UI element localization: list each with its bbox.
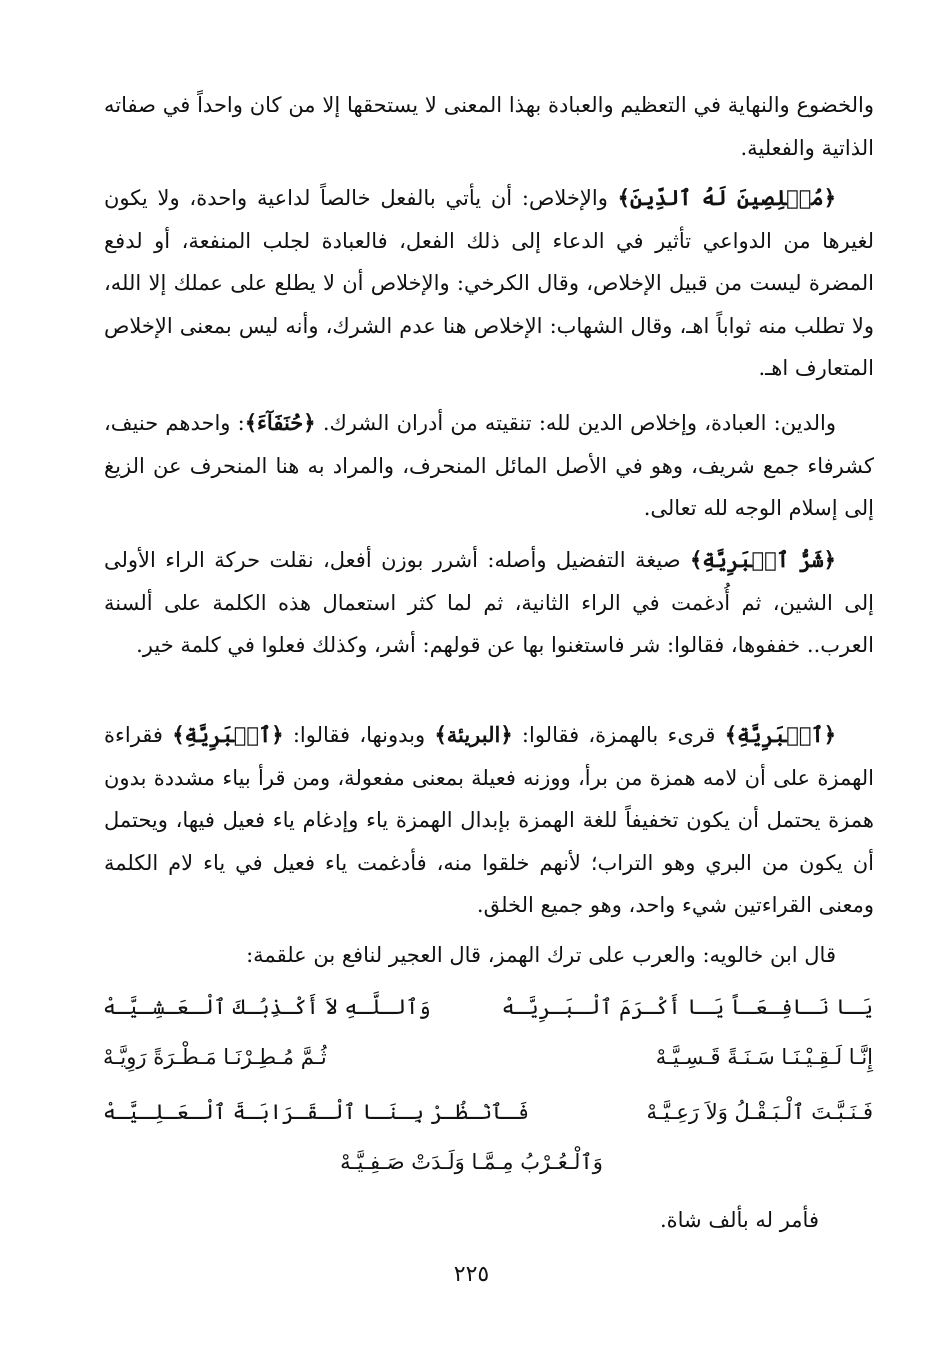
paragraph-4-text: صيغة التفضيل وأصله: أشرر بوزن أفعل، نقلت حركة الراء الأولى إلى الشين، ثم أُدغمت في الراء الثانية، ثم لما كثر استعمال هذه الكلمة على ألسنة العرب.. خففوها، فقالوا: شر فاستغنوا بها عن قولهم: أشر، وكذلك فعلوا في كلمة خير. — [104, 548, 874, 657]
poem-verse-2-second-hemistich: ثُـمَّ مُـطِـرْنَـا مَـطْـرَةً رَوِيَّـهْ — [103, 1045, 327, 1069]
quran-quote-sharr-albariyya: ﴿شَرُّ ٱلۡبَرِيَّةِ﴾ — [689, 547, 836, 572]
poem-verse-3-second-hemistich: فَـٱنْـظُـرْ بِـنَـا ٱلْـقَـرَابَـةَ ٱلْـعَـلِـيَّـهْ — [103, 1100, 530, 1124]
closing-line: فأمر له بألف شاة. — [659, 1208, 819, 1232]
quran-quote-mukhlisin: ﴿مُخۡلِصِينَ لَهُ ٱلدِّينَ﴾ — [617, 185, 837, 210]
paragraph-5-mid-2: وبدونها، فقالوا: — [283, 723, 435, 747]
poem-verse-4-text: وَٱلْـعُـرْبُ مِـمَّـا وَلَـدَتْ صَـفِـيَّـهْ — [340, 1150, 603, 1174]
paragraph-5-text: فقراءة الهمزة على أن لامه همزة من برأ، ووزنه فعيلة بمعنى مفعولة، ومن قرأ بياء مشددة بدون همزة يحتمل أن يكون تخفيفاً للغة الهمزة بإبدال الهمزة ياء وإدغام ياء فعيل فيها، ويحتمل أن يكون من البري وهو التراب؛ لأنهم خلقوا منه، فأدغمت ياء فعيل في ياء لام الكلمة ومعنى القراءتين شيء واحد، وهو جميع الخلق. — [104, 723, 874, 917]
poem-verse-3-first-hemistich: فَـنَـبَّـتَ ٱلْـبَـقْـلُ وَلاَ رَعِـيَّـهْ — [646, 1100, 873, 1124]
paragraph-2 — [104, 177, 874, 390]
quran-quote-hunafa: ﴿حُنَفَآءَ﴾ — [244, 410, 316, 435]
poem-verse-1-first-hemistich: يَـا نَـافِـعَـاً يَـا أَكْـرَمَ ٱلْـبَـرِيَّـهْ — [501, 995, 873, 1019]
quran-quote-albariyya-2: ﴿ٱلۡبَرِيَّةِ﴾ — [172, 722, 284, 747]
paragraph-3 — [104, 402, 874, 530]
paragraph-4 — [104, 539, 874, 667]
paragraph-2-text: والإخلاص: أن يأتي بالفعل خالصاً لداعية واحدة، ولا يكون لغيرها من الدواعي تأثير في الدعاء إلى ذلك الفعل، فالعبادة لجلب المنفعة، أو لدفع المضرة ليست من قبيل الإخلاص، وقال الكرخي: والإخلاص أن لا يطلع على عملك إلا الله، ولا تطلب منه ثواباً اهـ، وقال الشهاب: الإخلاص هنا عدم الشرك، وأنه ليس بمعنى الإخلاص المتعارف اهـ. — [104, 186, 874, 380]
page-number: ٢٢٥ — [453, 1262, 490, 1287]
paragraph-1-text: والخضوع والنهاية في التعظيم والعبادة بهذا المعنى لا يستحقها إلا من كان واحداً في صفاته الذاتية والفعلية. — [104, 93, 874, 160]
poem-verse-1-second-hemistich: وَٱلـلَّـهِ لاَ أَكْـذِبُـكَ ٱلْـعَـشِـيَّـهْ — [103, 995, 431, 1019]
paragraph-6-text: قال ابن خالويه: والعرب على ترك الهمز، قال العجير لنافع بن علقمة: — [246, 943, 836, 967]
paragraph-6 — [104, 934, 874, 977]
quran-quote-albariah: ﴿البريئة﴾ — [434, 722, 513, 747]
paragraph-3-text: : واحدهم حنيف، كشرفاء جمع شريف، وهو في الأصل المائل المنحرف، والمراد به هنا المنحرف عن الزيغ إلى إسلام الوجه لله تعالى. — [104, 411, 874, 520]
paragraph-5-mid-1: قرىء بالهمزة، فقالوا: — [512, 723, 725, 747]
paragraph-3-start: والدين: العبادة، وإخلاص الدين لله: تنقيته من أدران الشرك. — [315, 411, 836, 435]
poem-verse-2-first-hemistich: إِنَّـا لَـقِـيْـنَـا سَـنَـةً قَـسِـيَّـهْ — [655, 1045, 873, 1069]
quran-quote-albariyya-1: ﴿ٱلۡبَرِيَّةِ﴾ — [724, 722, 837, 747]
paragraph-5 — [104, 714, 874, 927]
paragraph-1 — [104, 84, 874, 169]
poem-verse-4 — [0, 1150, 943, 1174]
